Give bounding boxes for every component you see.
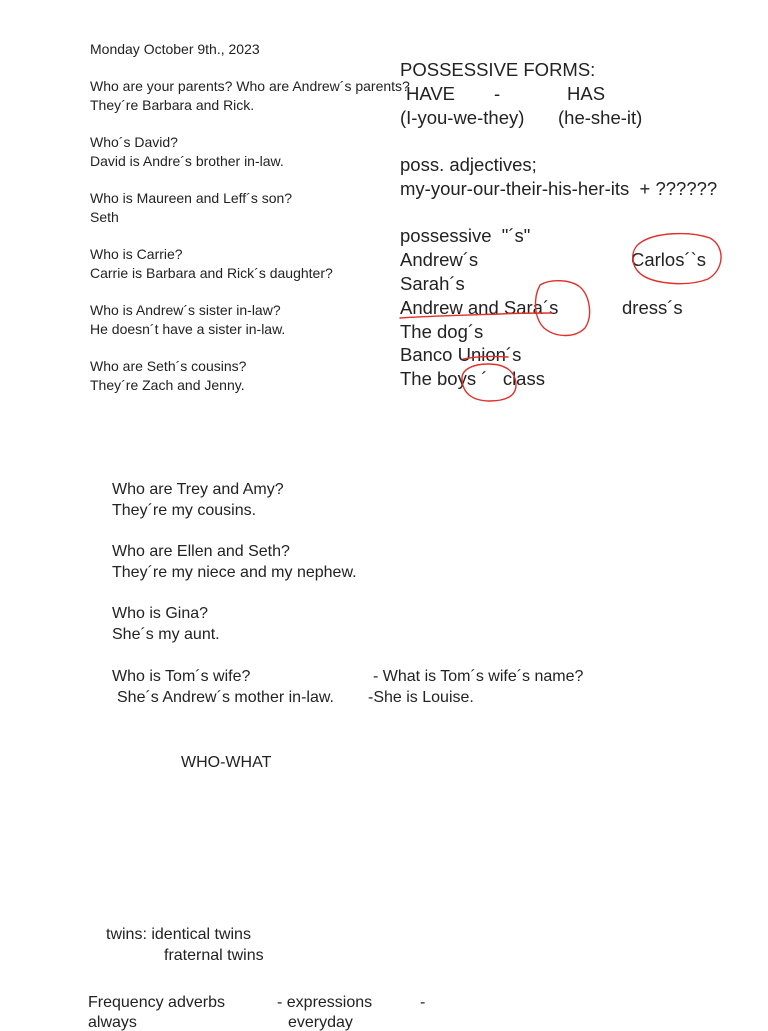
answer-david: David is Andre´s brother in-law. (90, 153, 284, 169)
has-subjects: (he-she-it) (558, 107, 643, 128)
answer-toms-wifes-name: -She is Louise. (368, 689, 474, 706)
frequency-expressions-label: - expressions (277, 994, 373, 1011)
poss-adjectives-list: my-your-our-their-his-her-its + ?????? (400, 178, 718, 199)
question-sister-in-law: Who is Andrew´s sister in-law? (90, 302, 281, 318)
question-trey-amy: Who are Trey and Amy? (112, 481, 284, 498)
frequency-adverbs-label: Frequency adverbs (88, 994, 225, 1011)
answer-cousins: They´re Zach and Jenny. (90, 377, 245, 393)
poss-adjectives-label: poss. adjectives; (400, 154, 537, 175)
twins-fraternal: fraternal twins (164, 947, 264, 964)
answer-toms-wife: She´s Andrew´s mother in-law. (117, 689, 334, 706)
answer-carrie: Carrie is Barbara and Rick´s daughter? (90, 265, 333, 281)
possessive-s-label: possessive "´s" (400, 225, 531, 246)
answer-ellen-seth: They´re my niece and my nephew. (112, 564, 357, 581)
question-gina: Who is Gina? (112, 605, 209, 622)
frequency-dash: - (420, 994, 426, 1011)
example-dogs: The dog´s (400, 321, 484, 342)
question-parents: Who are your parents? Who are Andrew´s parents? (90, 78, 410, 94)
answer-trey-amy: They´re my cousins. (112, 502, 257, 519)
question-cousins: Who are Seth´s cousins? (90, 358, 247, 374)
answer-son: Seth (90, 209, 119, 225)
have-has-dash: - (494, 83, 501, 104)
frequency-everyday: everyday (288, 1014, 353, 1031)
answer-sister-in-law: He doesn´t have a sister in-law. (90, 321, 286, 337)
example-carlos: Carlos´`s (631, 249, 707, 270)
question-ellen-seth: Who are Ellen and Seth? (112, 543, 290, 560)
who-what-heading: WHO-WHAT (181, 754, 272, 771)
have-label: HAVE (406, 83, 456, 104)
example-dress: dress´s (622, 297, 683, 318)
question-toms-wife: Who is Tom´s wife? (112, 668, 251, 685)
twins-identical: twins: identical twins (106, 926, 251, 943)
question-carrie: Who is Carrie? (90, 246, 183, 262)
answer-gina: She´s my aunt. (112, 626, 220, 643)
has-label: HAS (567, 83, 606, 104)
example-andrew-and-saras: Andrew and Sara´s (400, 297, 559, 318)
possessive-title: POSSESSIVE FORMS: (400, 59, 596, 80)
example-boys-class: The boys ´ class (400, 368, 545, 389)
document-date: Monday October 9th., 2023 (90, 41, 260, 57)
example-banco-union: Banco Union´s (400, 344, 522, 365)
have-subjects: (I-you-we-they) (400, 107, 525, 128)
answer-parents: They´re Barbara and Rick. (90, 97, 255, 113)
frequency-always: always (88, 1014, 137, 1031)
question-toms-wifes-name: - What is Tom´s wife´s name? (373, 668, 584, 685)
question-son: Who is Maureen and Leff´s son? (90, 190, 293, 206)
example-andrews: Andrew´s (400, 249, 479, 270)
question-david: Who´s David? (90, 134, 178, 150)
example-sarahs: Sarah´s (400, 273, 465, 294)
